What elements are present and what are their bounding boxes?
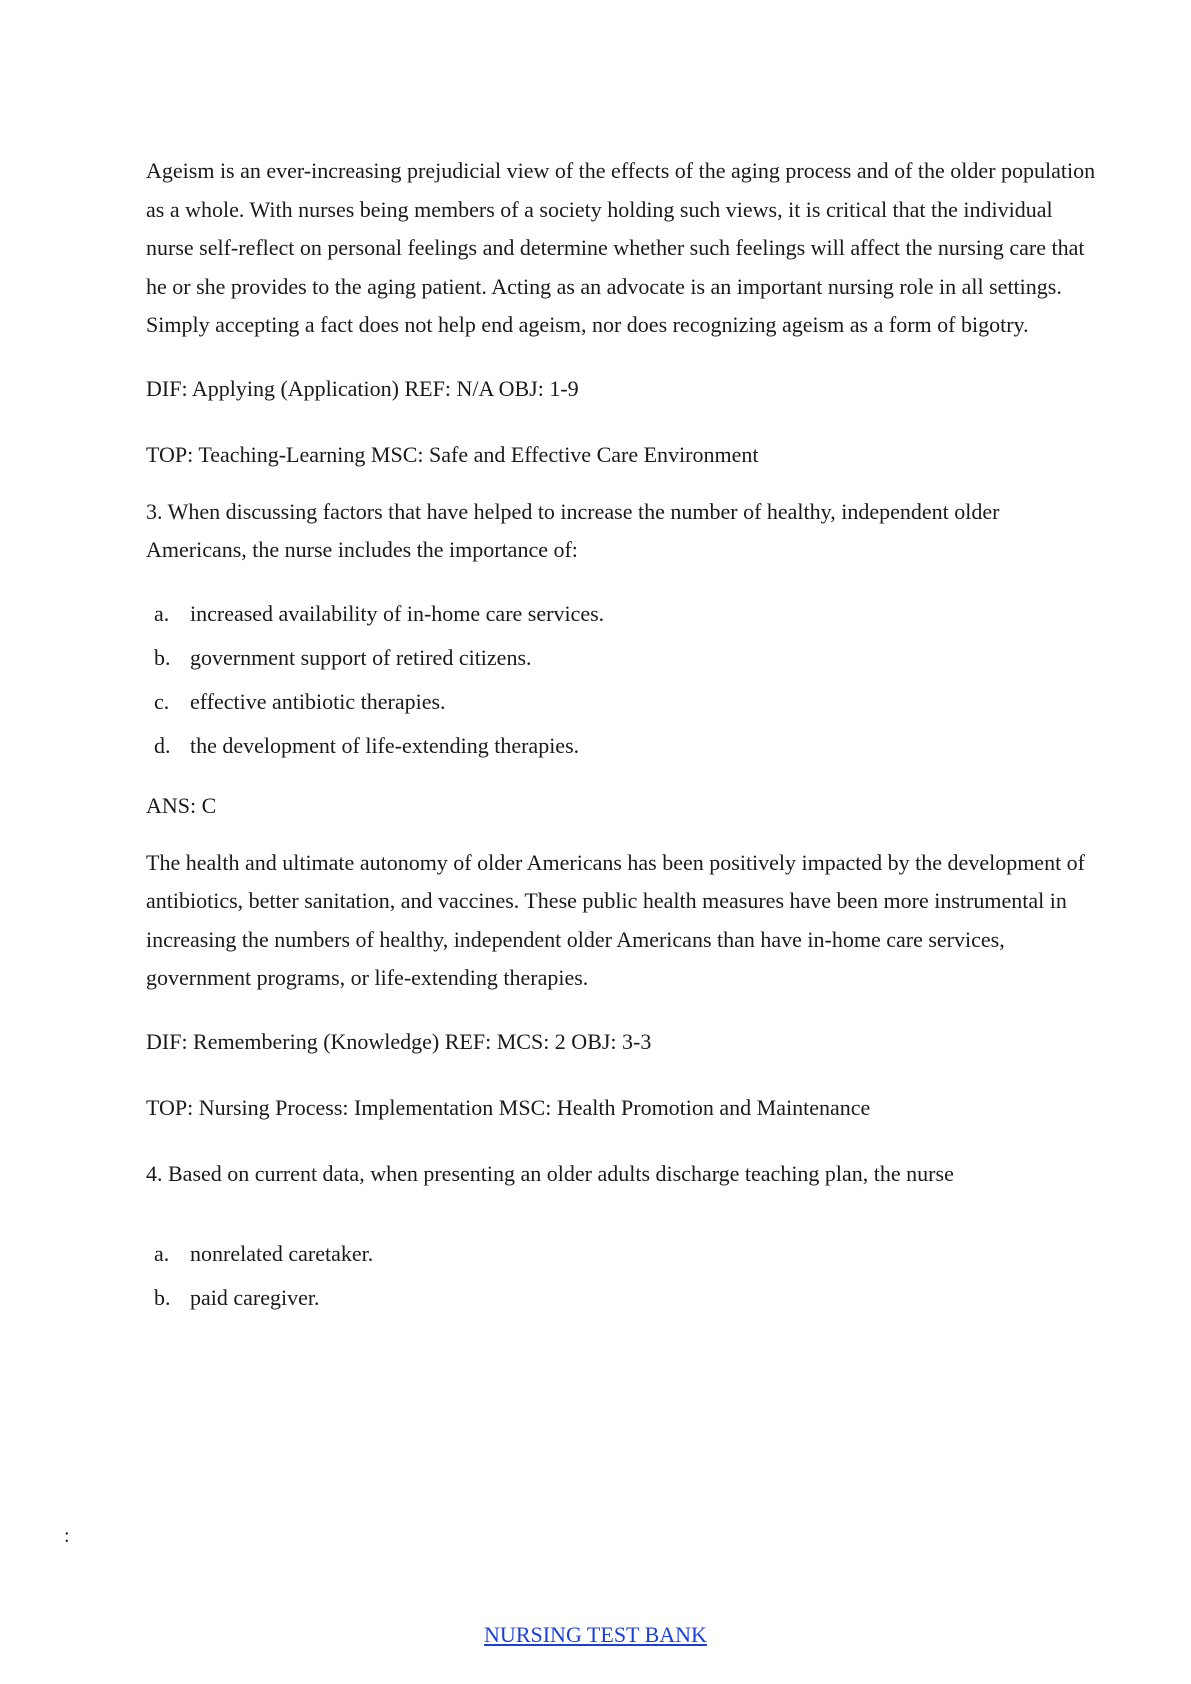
answer-option [146, 1232, 1096, 1276]
option-letter: b. [154, 644, 171, 670]
option-text: effective antibiotic therapies. [190, 688, 446, 714]
difficulty-line: DIF: Applying (Application) REF: N/A OBJ: 1-9 [146, 375, 579, 401]
option-letter: d. [154, 732, 171, 758]
answer-key: ANS: C [146, 792, 217, 818]
answer-option [146, 592, 1096, 636]
answer-options [146, 592, 1096, 768]
page-content [146, 152, 1096, 1320]
question-stem: 4. Based on current data, when presenting an older adults discharge teaching plan, the nurse [146, 1160, 954, 1186]
rationale-paragraph: Ageism is an ever-increasing prejudicial view of the effects of the aging process and of the older population as a whole. With nurses being members of a society holding such views, it is critical that the individual nurse self-reflect on personal feelings and determine whether such feelings will affect the nursing care that he or she provides to the aging patient. Acting as an advocate is an important nursing role in all settings. Simply accepting a fact does not help end ageism, nor does recognizing ageism as a form of bigotry. [146, 158, 1096, 337]
page-footer [0, 1622, 1191, 1648]
difficulty-line: DIF: Remembering (Knowledge) REF: MCS: 2 OBJ: 3-3 [146, 1028, 652, 1054]
option-letter: b. [154, 1284, 171, 1310]
topic-line: TOP: Teaching-Learning MSC: Safe and Effective Care Environment [146, 441, 759, 467]
option-letter: a. [154, 1240, 170, 1266]
answer-option [146, 680, 1096, 724]
question-stem: 3. When discussing factors that have helped to increase the number of healthy, independent older Americans, the nurse includes the importance of: [146, 498, 1000, 562]
option-text: increased availability of in-home care services. [190, 600, 605, 626]
option-letter: c. [154, 688, 170, 714]
topic-line: TOP: Nursing Process: Implementation MSC: Health Promotion and Maintenance [146, 1094, 871, 1120]
option-text: the development of life-extending therapies. [190, 732, 580, 758]
option-text: paid caregiver. [190, 1284, 320, 1310]
option-letter: a. [154, 600, 170, 626]
option-text: government support of retired citizens. [190, 644, 532, 670]
option-text: nonrelated caretaker. [190, 1240, 374, 1266]
answer-option [146, 724, 1096, 768]
nursing-test-bank-link[interactable]: NURSING TEST BANK [484, 1622, 707, 1647]
stray-colon-mark: : [64, 1525, 70, 1547]
rationale-paragraph: The health and ultimate autonomy of older Americans has been positively impacted by the development of antibiotics, better sanitation, and vaccines. These public health measures have been more instrumental in increasing the numbers of healthy, independent older Americans than have in-home care services, government programs, or life-extending therapies. [146, 849, 1086, 990]
answer-option [146, 636, 1096, 680]
answer-option [146, 1276, 1096, 1320]
answer-options [146, 1232, 1096, 1320]
